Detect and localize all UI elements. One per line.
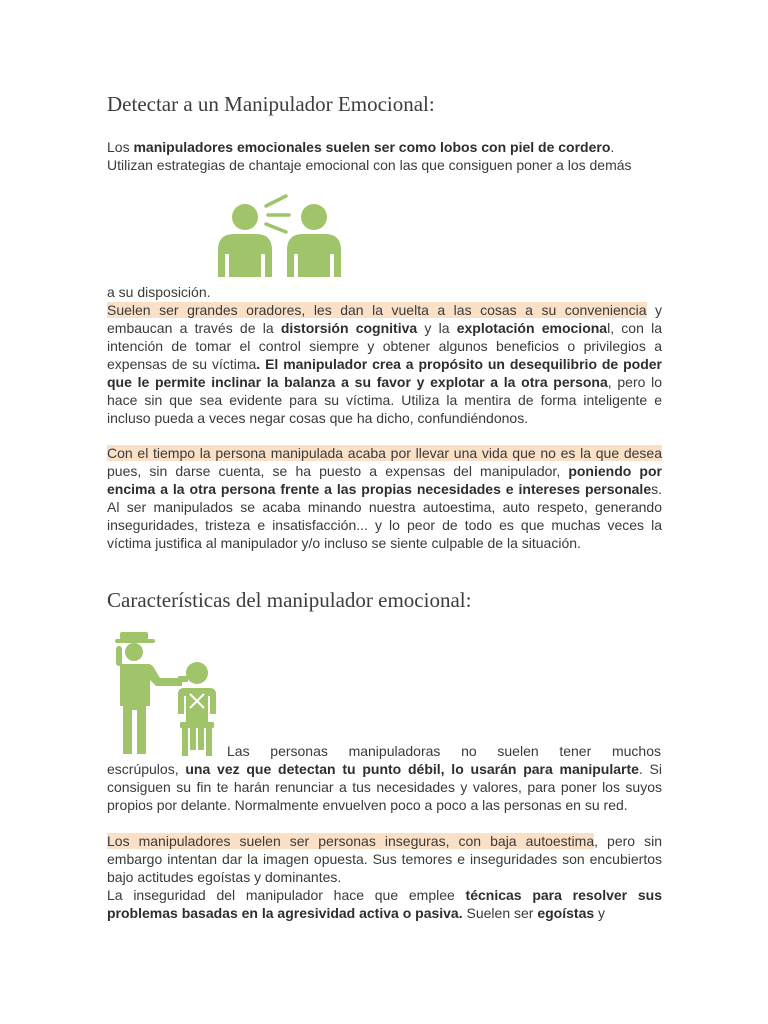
text-span: y bbox=[594, 905, 606, 921]
text-span: . Si consiguen su fin te harán renunciar a tus necesidades y valores, para poner los suyos propios por delante. Normalmente envuelven poco a poco a las personas en su red. bbox=[107, 761, 662, 813]
paragraph-5 bbox=[107, 886, 662, 922]
two-people-talking-icon bbox=[215, 190, 345, 280]
manipulator-victim-icon bbox=[112, 630, 224, 758]
text-span: pues, sin darse cuenta, se ha puesto a expensas del manipulador, bbox=[107, 463, 569, 479]
intro-period: . bbox=[610, 139, 615, 155]
intro-line-1 bbox=[107, 138, 677, 156]
bold-text: explotación emociona bbox=[456, 320, 608, 336]
intro-text: Los bbox=[107, 139, 134, 155]
text-span: Las personas manipuladoras no suelen tener muchos bbox=[227, 743, 661, 759]
text-span: escrúpulos, bbox=[107, 761, 186, 777]
highlight-text: Los manipuladores suelen ser personas inseguras, con baja autoestima bbox=[107, 833, 595, 849]
paragraph-4 bbox=[107, 832, 662, 886]
paragraph-3-first-line bbox=[227, 742, 661, 760]
bold-text: una vez que detectan tu punto débil, lo usarán para manipularte bbox=[185, 761, 639, 777]
highlight-text: Con el tiempo la persona manipulada acaba por llevar una vida que no es la que desea bbox=[107, 445, 662, 461]
highlight-text: Suelen ser grandes oradores, les dan la vuelta a las cosas a su conveniencia bbox=[107, 302, 647, 318]
text-span: , pero sin embargo intentan dar la imagen opuesta. Sus temores e inseguridades son encubiertos bajo actitudes egoístas y dominantes. bbox=[107, 833, 663, 885]
bold-text: poniendo por encima a la otra persona frente a las propias necesidades e intereses personale bbox=[107, 463, 662, 497]
paragraph-3 bbox=[107, 760, 662, 814]
text-span: l, con la intención de tomar el control siempre y obtener algunos beneficios o privilegios a expensas de su víctima bbox=[107, 320, 662, 372]
main-heading: Detectar a un Manipulador Emocional: bbox=[107, 92, 435, 116]
bold-text: egoístas bbox=[537, 905, 595, 921]
text-span: y la bbox=[417, 320, 457, 336]
text-span: Suelen ser bbox=[462, 905, 538, 921]
intro-line-3 bbox=[107, 283, 662, 301]
intro-line-2 bbox=[107, 156, 677, 174]
bold-text: . El manipulador crea a propósito un desequilibrio de poder que le permite inclinar la balanza a su favor y explotar a la otra persona bbox=[107, 356, 662, 390]
intro-bold: manipuladores emocionales suelen ser como lobos con piel de cordero bbox=[133, 139, 611, 155]
intro-text-3: a su disposición. bbox=[107, 284, 211, 300]
section-heading: Características del manipulador emocional: bbox=[107, 588, 472, 612]
paragraph-2 bbox=[107, 444, 662, 552]
intro-text-2: Utilizan estrategias de chantaje emocional con las que consiguen poner a los demás bbox=[107, 157, 632, 173]
paragraph-1 bbox=[107, 301, 662, 427]
text-span: , pero lo hace sin que sea evidente para su víctima. Utiliza la mentira de forma inteligente e incluso pueda a veces negar cosas que ha dicho, confundiéndonos. bbox=[107, 374, 662, 426]
text-span: s. Al ser manipulados se acaba minando nuestra autoestima, auto respeto, generando inseguridades, tristeza e insatisfacción... y lo peor de todo es que muchas veces la víctima justifica al manipulador y/o incluso se siente culpable de la situación. bbox=[107, 481, 662, 551]
text-span: La inseguridad del manipulador hace que emplee bbox=[107, 887, 466, 903]
bold-text: distorsión cognitiva bbox=[280, 320, 418, 336]
bold-text: técnicas para resolver sus problemas basadas en la agresividad activa o pasiva. bbox=[107, 887, 662, 921]
text-span: y embaucan a través de la bbox=[107, 302, 663, 336]
